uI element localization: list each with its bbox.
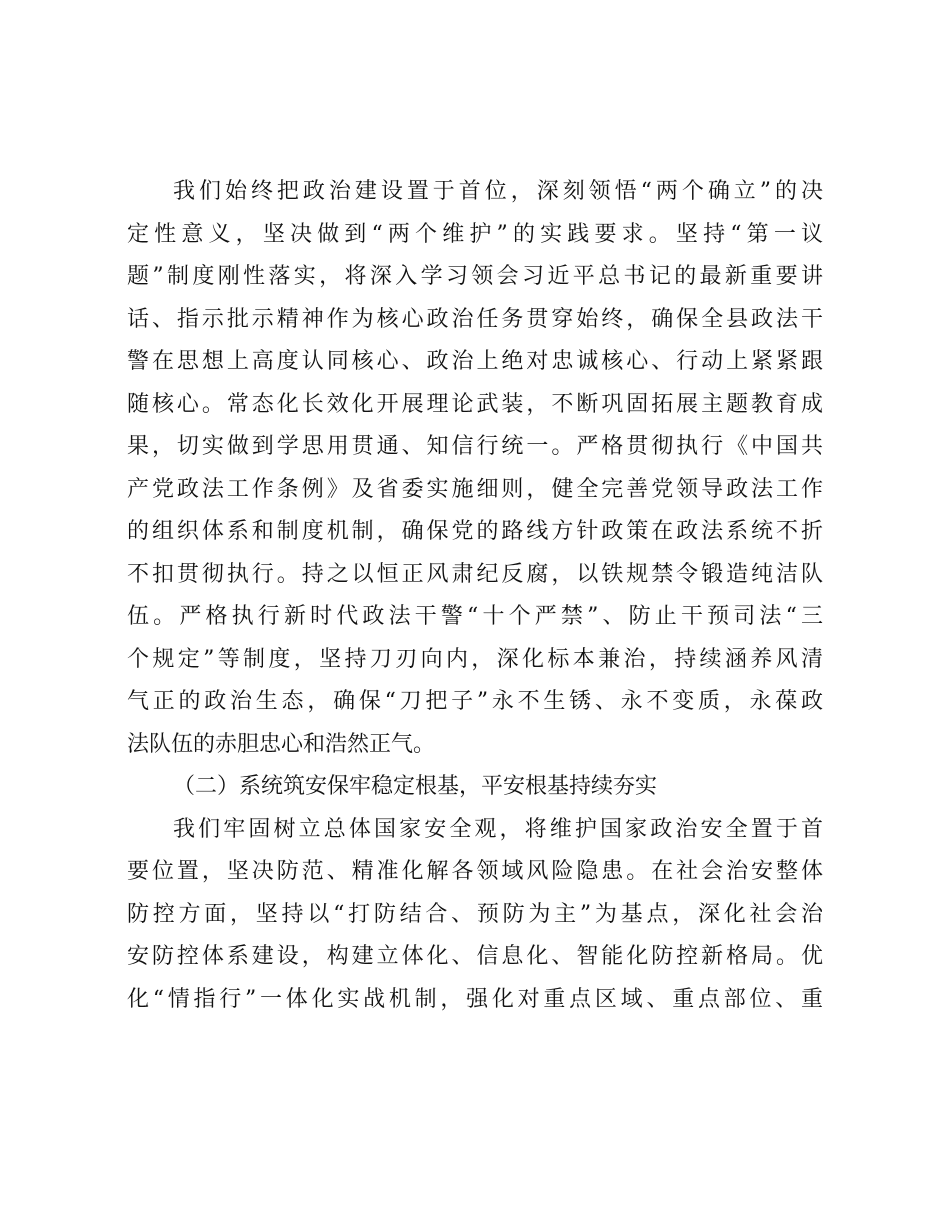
text-line: 安防控体系建设，构建立体化、信息化、智能化防控新格局。优	[127, 944, 823, 969]
text-line: 定性意义，坚决做到“两个维护”的实践要求。坚持“第一议	[127, 222, 823, 247]
text-line: 警在思想上高度认同核心、政治上绝对忠诚核心、行动上紧紧跟	[127, 349, 823, 374]
text-line: 我们始终把政治建设置于首位，深刻领悟“两个确立”的决	[173, 179, 823, 204]
text-line: 话、指示批示精神作为核心政治任务贯穿始终，确保全县政法干	[127, 307, 823, 332]
text-line: 要位置，坚决防范、精准化解各领域风险隐患。在社会治安整体	[127, 859, 823, 884]
text-line: 不扣贯彻执行。持之以恒正风肃纪反腐，以铁规禁令锻造纯洁队	[127, 562, 823, 587]
text-line: 化“情指行”一体化实战机制，强化对重点区域、重点部位、重	[127, 987, 823, 1012]
text-line: 题”制度刚性落实，将深入学习领会习近平总书记的最新重要讲	[127, 264, 823, 289]
section-heading: （二）系统筑安保牢稳定根基，平安根基持续夯实	[173, 774, 658, 799]
text-line: 我们牢固树立总体国家安全观，将维护国家政治安全置于首	[173, 817, 823, 842]
text-line: 果，切实做到学思用贯通、知信行统一。严格贯彻执行《中国共	[127, 434, 823, 459]
text-line: 个规定”等制度，坚持刀刃向内，深化标本兼治，持续涵养风清	[127, 647, 823, 672]
text-line: 的组织体系和制度机制，确保党的路线方针政策在政法系统不折	[127, 519, 823, 544]
text-line: 产党政法工作条例》及省委实施细则，健全完善党领导政法工作	[127, 477, 823, 502]
text-line: 伍。严格执行新时代政法干警“十个严禁”、防止干预司法“三	[127, 604, 823, 629]
text-line: 防控方面，坚持以“打防结合、预防为主”为基点，深化社会治	[127, 902, 823, 927]
text-line: 气正的政治生态，确保“刀把子”永不生锈、永不变质，永葆政	[127, 689, 823, 714]
text-line: 随核心。常态化长效化开展理论武装，不断巩固拓展主题教育成	[127, 392, 823, 417]
text-line: 法队伍的赤胆忠心和浩然正气。	[127, 732, 436, 757]
